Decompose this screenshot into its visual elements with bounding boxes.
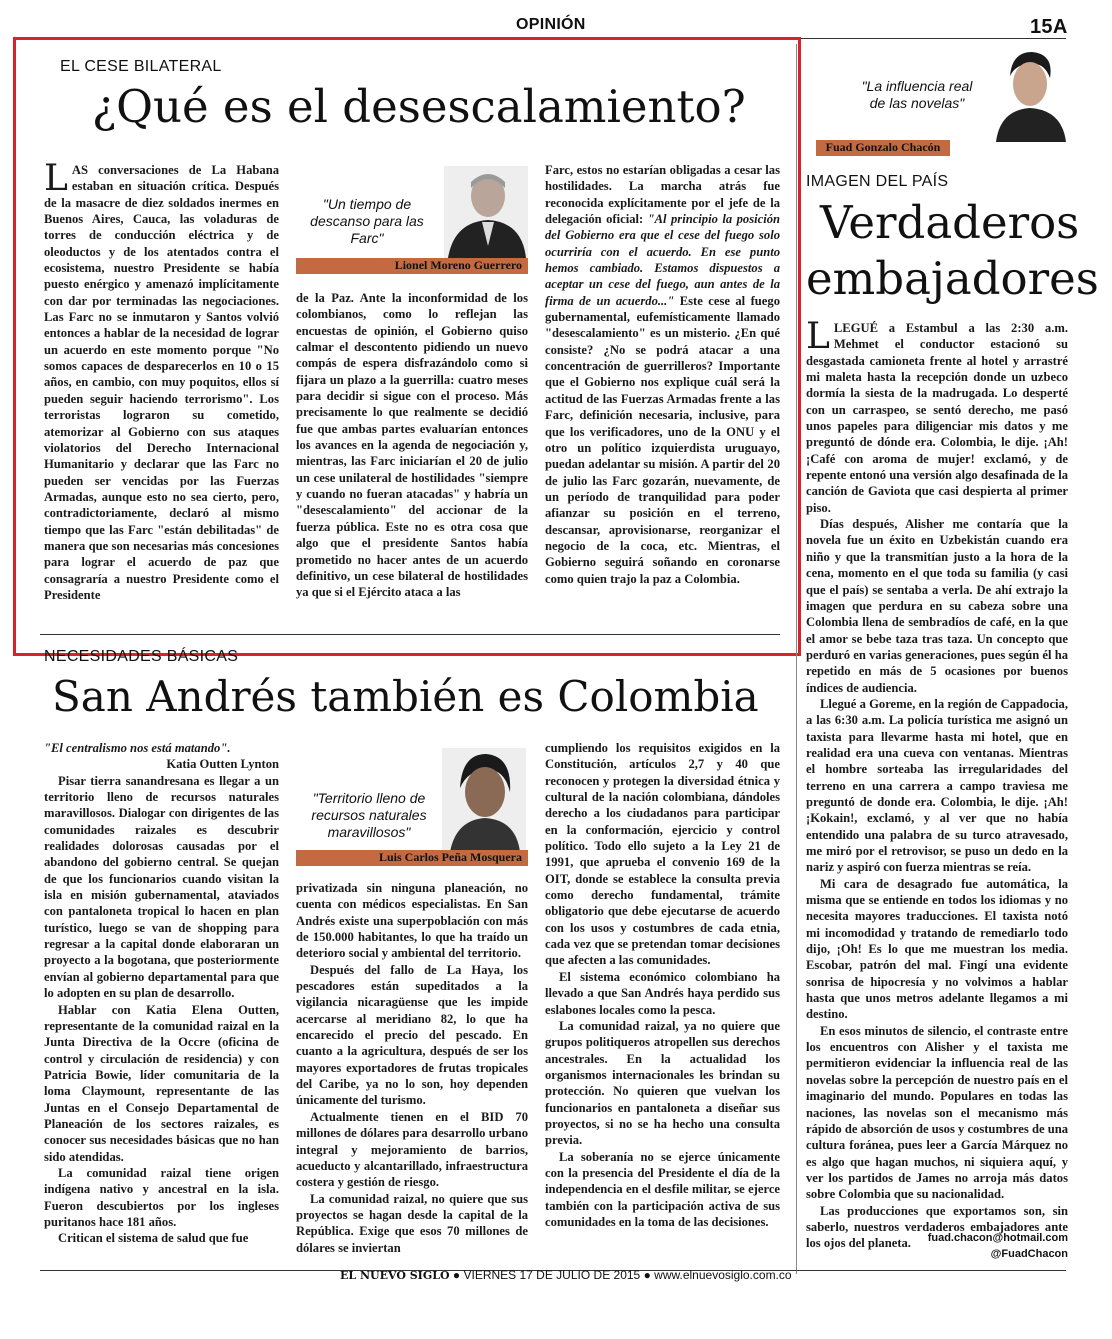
- page-number: 15A: [1030, 16, 1068, 38]
- article2-col1: "El centralismo nos está matando". Katia Outten Lynton Pisar tierra sanandresana es llegar a un territorio lleno de recursos naturales maravillosos. Dialogar con dirigentes de las comunidades raizales es descubrir realidades dolorosas causadas por el abandono del gobierno central. Se quejan de que los funcionarios cuando visitan la isla en misión gubernamental, ataviados con pantaloneta tropical lo hacen en plan turístico, luego se van de shopping para regresar a la capital donde elaboraran un proyecto a la bogotana, que posteriormente envían al gobierno departamental para que lo adopten en su plan de desarrollo. Hablar con Katia Elena Outten, representante de la comunidad raizal en la Junta Directiva de la Occre (oficina de control y circulación de residencia) y con Patricia Bowie, líder comunitaria de la loma Claymount, representante de las Juntas en el Consejo Departamental de Planeación de los sectores raizales, es conocer sus necesidades básicas que no han sido atendidas. La comunidad raizal tiene origen indígena nativo y ancestral en la isla. Fueron descubiertos por los ingleses puritanos hace 181 años. Critican el sistema de salud que fue: [44, 741, 279, 1246]
- author-twitter: @FuadChacon: [990, 1248, 1068, 1260]
- article3-byline: Fuad Gonzalo Chacón: [816, 140, 950, 156]
- article1-title: ¿Qué es el desescalamiento?: [92, 80, 746, 133]
- article2-kicker: NECESIDADES BÁSICAS: [44, 648, 239, 665]
- article1-col3: Farc, estos no estarían obligadas a cesar las hostilidades. La marcha atrás fue reconocida explícitamente por el jefe de la delegación oficial: "Al principio la posición del Gobierno era que el cese del fuego solo ocurriría con el acuerdo. En ese punto hemos cambiado. Estamos dispuestos a aceptar un cese del fuego, aun antes de la firma de un acuerdo..." Este cese al fuego gubernamental, eufemísticamente llamado "desescalamiento" es un misterio. ¿En qué consiste? ¿No se podrá atacar a una concentración de guerrilleros? Importante que el Gobierno nos explique cuál será la actitud de las Fuerzas Armadas frente a las Farc, definición necesaria, inclusive, para que los verificadores, uno de la ONU y el otro un político izquierdista uruguayo, puedan adelantar su misión. A partir del 20 de julio las Farc gozarán, nuevamente, de un período de tranquilidad para poder afianzar su posición en el terreno, descansar, aprovisionarse, reorganizar el negocio de la coca, etc. Mientras, el Gobierno seguirá soñando en coronarse como quien trajo la paz a Colombia.: [545, 163, 780, 586]
- article3-kicker: IMAGEN DEL PAÍS: [806, 173, 949, 190]
- article1-dropcap: L: [44, 158, 68, 199]
- article2-pull-quote: "Territorio lleno de recursos naturales maravillosos": [311, 790, 427, 840]
- article3-pull-quote: "La influencia real de las novelas": [861, 78, 973, 111]
- article2-col3: cumpliendo los requisitos exigidos en la Constitución, artículos 2,7 y 40 que reconocen y protegen la diversidad étnica y cultural de la nación colombiana, dándoles derecho a los ciudadanos para participar en la conformación, ejercicio y control político. Todo ello sujeto a la Ley 21 de 1991, que aprueba el convenio 169 de la OIT, donde se establece la consulta previa como derecho fundamental, trámite obligatorio que debe ejecutarse de acuerdo con los usos y costumbres de cada etnia, cada vez que se pretendan tomar decisiones que afecten a las comunidades. El sistema económico colombiano ha llevado a que San Andrés haya perdido sus eslabones locales como la pesca. La comunidad raizal, ya no quiere que grupos politiqueros atropellen sus derechos ancestrales. En la actualidad los organismos internacionales les brindan su protección. No quieren que vuelvan los funcionarios en pantaloneta a diseñar sus proyectos, si no se ha hecho una consulta previa. La soberanía no se ejerce únicamente con la presencia del Presidente el día de la independencia en el desfile militar, se ejerce también con la participación activa de sus comunidades en la toma de las decisiones.: [545, 741, 780, 1229]
- article1-col2: de la Paz. Ante la inconformidad de los colombianos, como lo reflejan las encuestas de opinión, el Gobierno quiso calmar el descontento pidiendo un nuevo compás de espera disfrazándolo como si fijara un plazo a la guerrilla: cuatro meses para decidir si sigue con el proceso. Más precisamente lo que realmente se decidió fue que ambas partes evaluarían entonces los avances en la agenda de negociación y, mientras, las Farc iniciarían el 20 de julio un cese unilateral de hostilidades "siempre y cuando no fueran atacadas" y habría un "desescalamiento" del accionar de la fuerza pública. Este no es otra cosa que algo que el presidente Santos había prometido no hacer antes de un acuerdo definitivo, un cese bilateral de hostilidades ya que si el Ejército ataca a las: [296, 291, 528, 600]
- footer: [340, 1268, 792, 1282]
- article3-body: LLEGUÉ a Estambul a las 2:30 a.m. Mehmet el conductor estacionó su desgastada camioneta frente al hotel y arrastré mi maleta hasta la recepción donde un uzbeco dormía la siesta de la madrugada. Lo desperté con un carraspeo, se sentó derecho, me pasó unos papeles para diligenciar mis datos y me preguntó de dónde era. Colombia, le dije. ¡Ah! ¡Café con aroma de mujer! exclamó, y de repente entonó una versión algo desafinada de la canción de Gaviota que casi despierta al primer piso. Días después, Alisher me contaría que la novela fue un éxito en Uzbekistán cuando era niño y que la transmitían justo a la hora de la cena, momento en el que toda su familia (y casi que el país) se sentaba a verla. De ahí extrajo la imagen que perdura en su cabeza sobre una Colombia llena de sembradíos de café, en la que el amor se bebe taza tras taza. Un concepto que perduró en varias generaciones, pues según él ha repetido en más de 5 ocasiones por buenos índices de audiencia. Llegué a Goreme, en la región de Cappadocia, a las 6:30 a.m. La policía turística me asignó un taxista para llevarme hasta mi hotel, que en realidad era una cueva con ventanas. Mientras el hombre sorteaba las irregularidades del terreno en una carrera a campo traviesa me preguntó de donde era. Colombia, le dije. ¡Ah! ¡Kokain!, exclamó, y al ver que no había entendido una palabra de su turco atravesado, me miró por el retrovisor, se puso un dedo en la nariz y aspiró con fuerza mientras se reía. Mi cara de desagrado fue automática, la misma que se entiende en todos los idiomas y no necesita mayores traducciones. El taxista notó mi incomodidad y tratando de remediarlo todo dijo, ¡Oh! Es lo que me muestran los media. Escobar, patrón del mal. Fingí una evidente sonrisa de hipocresía y no volvimos a hablar hasta que unos metros adelante llegamos a mi destino. En esos minutos de silencio, el contraste entre los encuentros con Alisher y el taxista me permitieron evidenciar la influencia real de las novelas sobre la percepción de nuestro país en el imaginario del mundo. Populares en todas las naciones, las novelas son el mecanismo más rápido de absorción de usos y costumbres de una cultura foránea, pues leer a García Márquez no es algo que hagan muchos, ni siquiera aquí, y ver los partidos de James no arroja más datos sobre Colombia que su nacionalidad. Las producciones que exportamos son, sin saberlo, nuestros verdaderos embajadores ante los ojos del planeta.: [806, 316, 1068, 1251]
- article3-pullquote-box: [816, 48, 1068, 156]
- article1-pull-quote: "Un tiempo de descanso para las Farc": [310, 196, 424, 246]
- highlight-box: [13, 37, 801, 656]
- article1-kicker: EL CESE BILATERAL: [60, 58, 222, 75]
- footer-url: www.elnuevosiglo.com.co: [654, 1268, 792, 1282]
- author-photo-luis: [442, 748, 526, 852]
- section-header: OPINIÓN: [516, 16, 586, 33]
- column-divider: [796, 44, 797, 1274]
- article2-title: San Andrés también es Colombia: [52, 672, 759, 721]
- bullet-icon: ●: [643, 1268, 651, 1282]
- article1-col1: LAS conversaciones de La Habana estaban en situación crítica. Después de la masacre de diez soldados inermes en Buenos Aires, Cauca, las voladuras de torres de conducción eléctrica y de oleoductos y de los atentados contra el ecosistema, nuestro Presidente se había puesto enérgico y amenazó implícitamente con dar por terminadas las negociaciones. Las Farc no se inmutaron y Santos volvió entonces a hablar de la necesidad de lograr un acuerdo en este momento porque "No somos capaces de desparecerlos en 10 o 15 años, en cambio, con muy poquitos, ellos sí pueden seguir haciendo terrorismo". Los terroristas lograron su cometido, atemorizar al Gobierno con sus ataques violatorios del Derecho Internacional Humanitario y declarar que las Farc no pueden ser vencidas por las Fuerzas Armadas, aunque esto no sea cierto, pero, contradictoriamente, declaró al mismo tiempo que las Farc "están debilitadas" de manera que son necesarias más concesiones para lograr el acuerdo de paz que consagraría a nuestro Presidente como el Presidente: [44, 158, 279, 602]
- author-photo-fuad: [992, 48, 1068, 142]
- article3-title-line2: embajadores: [806, 252, 1099, 305]
- article2-byline: Luis Carlos Peña Mosquera: [296, 850, 528, 866]
- author-email: fuad.chacon@hotmail.com: [927, 1232, 1068, 1244]
- article1-byline: Lionel Moreno Guerrero: [296, 258, 528, 274]
- footer-date: VIERNES 17 DE JULIO DE 2015: [463, 1268, 641, 1282]
- article2-col2: privatizada sin ninguna planeación, no cuenta con médicos especialistas. En San Andrés existe una superpoblación con más de 150.000 habitantes, lo que ha traído un deterioro social y ambiental del territorio. Después del fallo de La Haya, los pescadores están supeditados a la vigilancia nicaragüense que les impide acercarse al meridiano 82, lo que ha encarecido el precio del pescado. En cuanto a la agricultura, después de ser los mayores exportadores de frutas tropicales del Caribe, ya no lo son, hoy dependen únicamente del turismo. Actualmente tienen en el BID 70 millones de dólares para desarrollo urbano integral y mejoramiento de barrios, acueducto y alcantarillado, infraestructura costera y gestión de riesgo. La comunidad raizal, no quiere que sus proyectos se hagan desde la capital de la República. Exige que esos 70 millones de dólares se inviertan: [296, 881, 528, 1255]
- bullet-icon: ●: [452, 1268, 461, 1282]
- article3-dropcap: L: [806, 316, 830, 357]
- footer-paper-name: EL NUEVO SIGLO: [340, 1269, 450, 1282]
- article2-pullquote-box: [296, 748, 528, 866]
- article3-title-line1: Verdaderos: [820, 196, 1080, 249]
